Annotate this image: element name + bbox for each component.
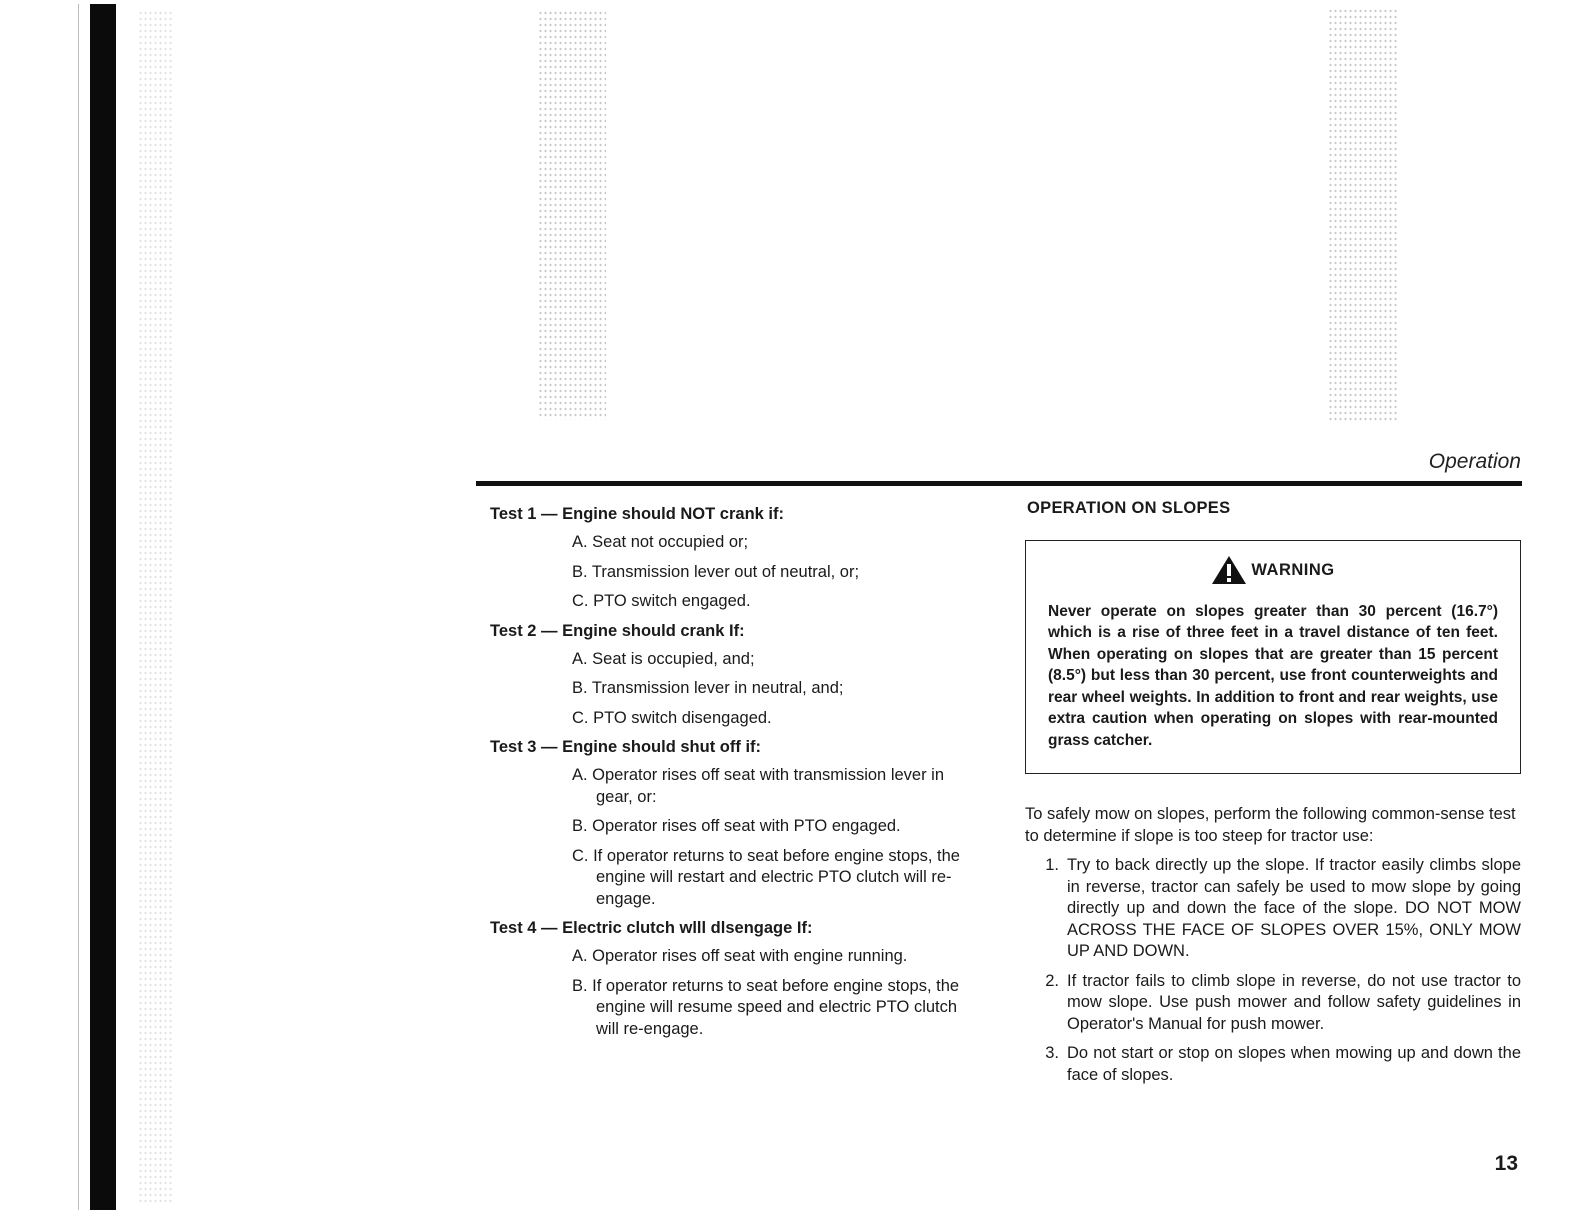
test-item: B. If operator returns to seat before engine stops, the engine will resume speed and electric PTO clutch will re-engage. [572, 976, 960, 1038]
slopes-column [1025, 499, 1521, 1094]
page-number: 13 [1494, 1152, 1518, 1175]
test-block [490, 737, 970, 910]
step-number: 3. [1045, 1044, 1059, 1063]
test-item: A. Seat is occupied, and; [572, 649, 755, 668]
test-heading: Test 3 — Engine should shut off if: [490, 738, 762, 756]
slopes-intro: To safely mow on slopes, perform the following common-sense test to determine if slope is too steep for tractor use: [1025, 805, 1516, 845]
test-block [490, 918, 970, 1040]
step-text: Try to back directly up the slope. If tractor easily climbs slope in reverse, tractor can safely be used to mow slope by going directly up and down the face of the slope. DO NOT MOW ACROSS THE FACE OF SLOPES OVER 15%, ONLY MOW UP AND DOWN. [1067, 856, 1521, 961]
test-heading: Test 1 — Engine should NOT crank if: [490, 505, 784, 523]
warning-text: Never operate on slopes greater than 30 percent (16.7°) which is a rise of three feet in a travel distance of ten feet. When operating on slopes that are greater than 15 percent (8.5°) but less than 30 percent, use front counterweights and rear wheel weights. In addition to front and rear weights, use extra caution when operating on slopes with rear-mounted grass catcher. [1048, 602, 1498, 750]
test-item: A. Seat not occupied or; [572, 533, 749, 551]
test-item: B. Operator rises off seat with PTO engaged. [572, 817, 901, 835]
step-number: 1. [1045, 856, 1059, 875]
test-block [490, 504, 970, 613]
binding-spine [90, 4, 116, 1210]
warning-box [1025, 540, 1521, 774]
scan-noise [138, 10, 172, 1205]
warning-triangle-icon [1211, 555, 1247, 585]
test-item: C. If operator returns to seat before engine stops, the engine will restart and electric PTO clutch will re-engage. [572, 846, 960, 908]
step-text: Do not start or stop on slopes when mowing up and down the face of slopes. [1067, 1044, 1521, 1084]
test-item: A. Operator rises off seat with transmission lever in gear, or: [572, 766, 945, 806]
warning-header [1048, 555, 1498, 585]
safety-tests-column [490, 504, 970, 1048]
test-item: B. Transmission lever in neutral, and; [572, 679, 844, 697]
list-item [1025, 855, 1521, 963]
step-number: 2. [1045, 971, 1059, 990]
header-rule [476, 481, 1522, 486]
test-heading: Test 4 — Electric clutch wlll dlsengage If: [490, 919, 813, 937]
test-item: C. PTO switch disengaged. [572, 708, 772, 727]
test-heading: Test 2 — Engine should crank If: [490, 621, 745, 640]
step-text: If tractor fails to climb slope in reverse, do not use tractor to mow slope. Use push mower and follow safety guidelines in Operator's Manual for push mower. [1067, 971, 1521, 1033]
test-block [490, 621, 970, 730]
list-item [1025, 1043, 1521, 1086]
test-item: B. Transmission lever out of neutral, or; [572, 562, 860, 581]
test-item: C. PTO switch engaged. [572, 592, 751, 610]
scan-noise [538, 10, 606, 420]
test-item: A. Operator rises off seat with engine running. [572, 947, 908, 965]
warning-label: WARNING [1251, 560, 1335, 579]
section-title: Operation [1428, 450, 1521, 473]
list-item [1025, 971, 1521, 1036]
binding-edge-line [78, 4, 79, 1210]
slopes-heading: OPERATION ON SLOPES [1027, 499, 1231, 517]
scan-noise [1328, 8, 1398, 423]
